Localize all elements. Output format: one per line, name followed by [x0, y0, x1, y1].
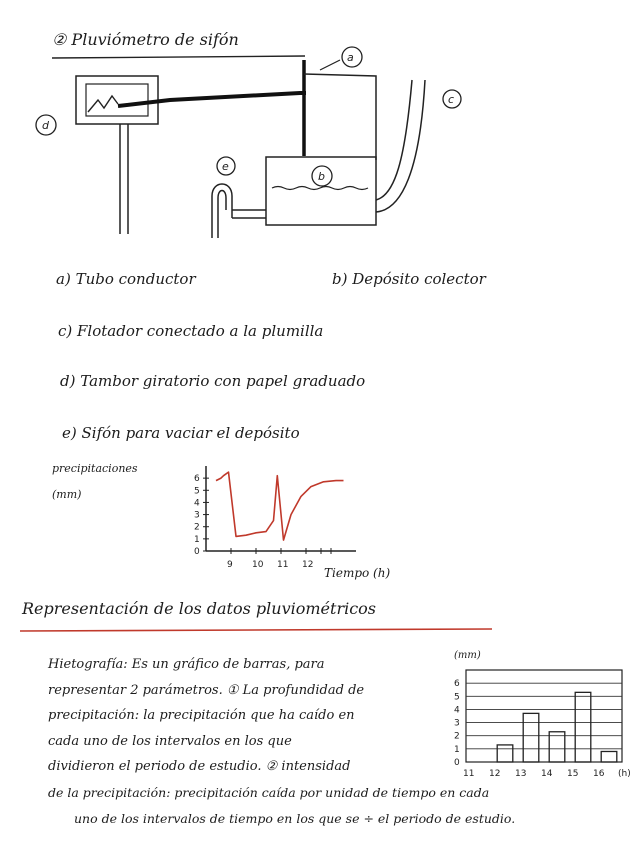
drum-box [76, 76, 158, 124]
y-tick-label: 2 [454, 731, 460, 742]
hietogram-bar-chart [454, 670, 631, 779]
paragraph-line: representar 2 parámetros. ① La profundidad de [48, 682, 365, 698]
y-tick-label: 0 [454, 758, 460, 768]
x-tick-label: 9 [227, 560, 233, 570]
line-chart-xlabel: Tiempo (h) [324, 566, 391, 580]
precipitation-line-chart [194, 466, 356, 570]
y-tick-label: 5 [194, 486, 200, 497]
x-tick-label: 16 [593, 769, 605, 779]
y-tick-label: 6 [194, 474, 200, 485]
callout-d-label: d [42, 119, 49, 132]
y-tick-label: 1 [194, 534, 200, 545]
paragraph-line: precipitación: la precipitación que ha caído en [48, 708, 355, 723]
callout-a-label: a [347, 51, 354, 64]
x-tick-label: 11 [277, 560, 289, 570]
y-tick-label: 4 [454, 705, 460, 716]
legend-b: b) Depósito colector [332, 270, 486, 288]
section-title: Representación de los datos pluviométricos [22, 599, 377, 618]
y-tick-label: 4 [194, 498, 200, 509]
y-tick-label: 5 [454, 692, 460, 703]
bar [575, 692, 591, 762]
callout-b-label: b [318, 170, 325, 183]
legend-a: a) Tubo conductor [56, 270, 196, 288]
callout-c-label: c [448, 93, 455, 106]
paragraph-line: Hietografía: Es un gráfico de barras, para [48, 657, 325, 672]
x-tick-label: 15 [567, 769, 579, 779]
y-tick-label: 0 [194, 547, 200, 557]
x-tick-label: 13 [515, 769, 527, 779]
y-tick-label: 3 [194, 510, 200, 521]
bar [601, 751, 617, 762]
y-tick-label: 6 [454, 679, 460, 690]
legend-e: e) Sifón para vaciar el depósito [62, 424, 300, 442]
line-chart-ylabel: precipitaciones (mm) [52, 462, 138, 501]
hietogram-paragraph [48, 652, 364, 780]
paragraph-line: uno de los intervalos de tiempo en los que se ÷ el periodo de estudio. [74, 811, 516, 826]
bar [549, 732, 565, 762]
x-tick-label: 12 [302, 560, 314, 570]
y-tick-label: 3 [454, 718, 460, 729]
bar-chart-ylabel: (mm) [454, 650, 481, 661]
x-tick-label: 11 [463, 769, 475, 779]
callout-e-label: e [222, 160, 229, 173]
y-tick-label: 2 [194, 522, 200, 533]
x-tick-label: 10 [252, 560, 264, 570]
legend-c: c) Flotador conectado a la plumilla [58, 322, 324, 340]
bar [523, 713, 539, 762]
bar [497, 745, 513, 762]
diagram-title: ② Pluviómetro de sifón [52, 30, 239, 49]
precipitation-series-line [216, 472, 344, 540]
x-tick-label: 14 [541, 769, 553, 779]
y-tick-label: 1 [454, 744, 460, 755]
paragraph-line: cada uno de los intervalos en los que [48, 733, 292, 749]
paragraph-line: dividieron el periodo de estudio. ② intensidad [48, 759, 351, 774]
x-tick-label: 12 [489, 769, 501, 779]
bar-chart-frame [466, 670, 622, 762]
paragraph-line: de la precipitación: precipitación caída por unidad de tiempo en cada [48, 785, 490, 800]
legend-d: d) Tambor giratorio con papel graduado [60, 372, 366, 390]
bar-chart-xlabel: (h) [618, 769, 631, 779]
